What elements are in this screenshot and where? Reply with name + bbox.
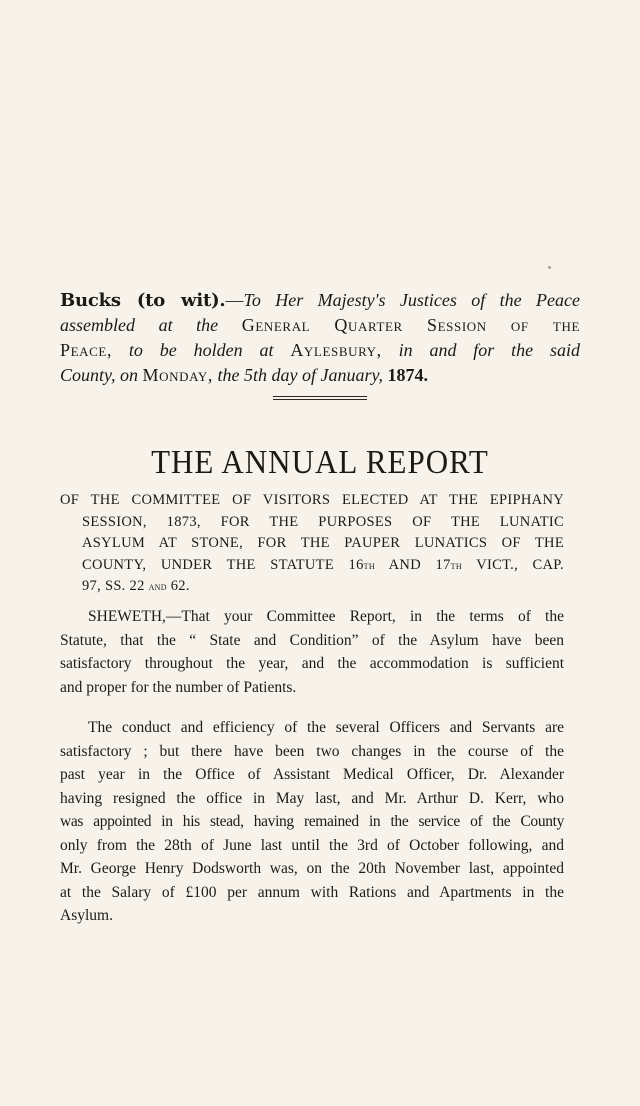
para2-line-2: satisfactory ; but there have been two changes in the course of the — [60, 742, 564, 760]
subtitle-line-4: COUNTY, UNDER THE STATUTE 16th AND 17th VICT., CAP. — [82, 556, 564, 573]
paragraph-officers — [60, 716, 564, 928]
heading-line-1 — [60, 288, 580, 313]
heading-address: To Her Majesty's Justices of the Peace — [243, 290, 580, 310]
para2-line-8: at the Salary of £100 per annum with Rations and Apartments in the — [60, 883, 564, 901]
para2-line-6: only from the 28th of June last until the 3rd of October following, and — [60, 836, 564, 854]
session-name: General Quarter Session of the — [241, 315, 580, 335]
report-subtitle — [60, 490, 564, 598]
subtitle-line-3: ASYLUM AT STONE, FOR THE PAUPER LUNATICS OF THE — [82, 535, 564, 551]
para1-line-1: SHEWETH,—That your Committee Report, in the terms of the — [88, 608, 564, 625]
subtitle-line-2: SESSION, 1873, FOR THE PURPOSES OF THE LUNATIC — [82, 513, 564, 530]
heading-line-3: Peace, to be holden at Aylesbury, in and for the said — [60, 340, 581, 360]
paragraph-sheweth — [60, 605, 564, 699]
para2-line-3: past year in the Office of Assistant Medical Officer, Dr. Alexander — [60, 766, 564, 783]
heading-line-2: assembled at the General Quarter Session of the — [60, 315, 580, 335]
report-title: THE ANNUAL REPORT — [151, 442, 489, 481]
para2-line-7: Mr. George Henry Dodsworth was, on the 20th November last, appointed — [60, 860, 564, 877]
para2-line-5: was appointed in his stead, having remained in the service of the County — [60, 813, 564, 830]
paper-speck — [548, 266, 551, 269]
para1-line-4: and proper for the number of Patients. — [60, 678, 297, 696]
para1-line-2: Statute, that the “ State and Condition” of the Asylum have been — [60, 631, 564, 649]
day-name: Monday, — [142, 365, 213, 385]
county-name: Bucks (to wit). — [60, 290, 226, 311]
heading-dash: — — [225, 290, 244, 310]
year: 1874. — [387, 365, 428, 385]
para2-line-9: Asylum. — [60, 907, 113, 924]
subtitle-line-1: OF THE COMMITTEE OF VISITORS ELECTED AT THE EPIPHANY — [60, 492, 564, 508]
subtitle-line-5: 97, SS. 22 and 62. — [82, 578, 190, 594]
place-name: Aylesbury, — [290, 340, 382, 360]
para2-line-4: having resigned the office in May last, and Mr. Arthur D. Kerr, who — [60, 789, 564, 807]
divider-rule — [60, 396, 580, 397]
para1-line-3: satisfactory throughout the year, and the accommodation is sufficient — [60, 655, 564, 672]
heading-line-4: County, on Monday, the 5th day of January, 1874. — [60, 365, 428, 385]
para2-line-1: The conduct and efficiency of the several Officers and Servants are — [88, 719, 564, 736]
address-heading — [60, 288, 580, 388]
